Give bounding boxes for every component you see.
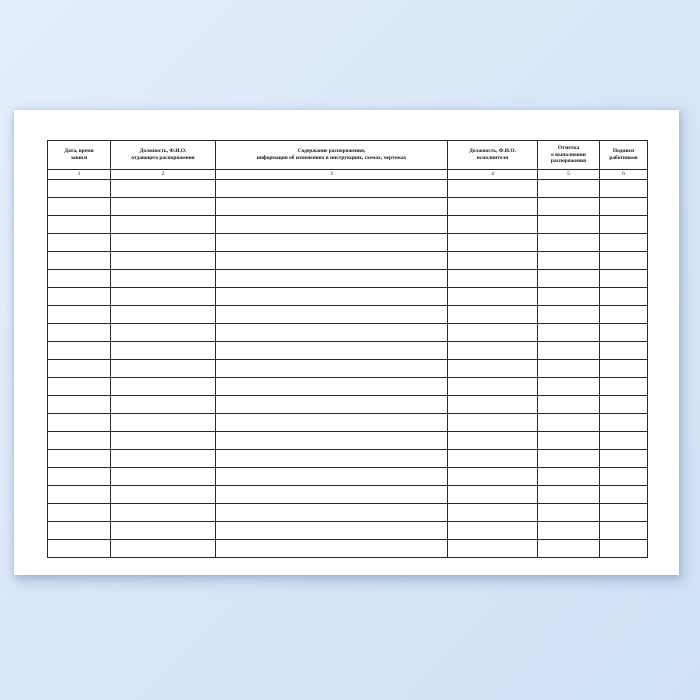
header-row <box>48 141 648 170</box>
table-cell[interactable] <box>448 324 538 342</box>
table-cell[interactable] <box>448 360 538 378</box>
table-cell[interactable] <box>48 522 111 540</box>
table-cell[interactable] <box>216 324 448 342</box>
table-cell[interactable] <box>538 396 600 414</box>
table-cell[interactable] <box>48 378 111 396</box>
table-cell[interactable] <box>216 540 448 558</box>
table-cell[interactable] <box>448 540 538 558</box>
table-cell[interactable] <box>448 198 538 216</box>
table-cell[interactable] <box>600 198 648 216</box>
table-cell[interactable] <box>216 432 448 450</box>
table-cell[interactable] <box>216 360 448 378</box>
table-cell[interactable] <box>538 360 600 378</box>
table-row[interactable] <box>48 288 648 306</box>
header-text: о выполнении <box>551 151 586 158</box>
header-text: исполнителя <box>476 155 509 161</box>
table-cell[interactable] <box>216 306 448 324</box>
table-cell[interactable] <box>600 180 648 198</box>
table-cell[interactable] <box>48 288 111 306</box>
table-cell[interactable] <box>216 270 448 288</box>
table-row[interactable] <box>48 396 648 414</box>
table-row[interactable] <box>48 378 648 396</box>
table-row[interactable] <box>48 468 648 486</box>
table-cell[interactable] <box>448 468 538 486</box>
header-text: Должность, Ф.И.О. <box>139 148 187 155</box>
header-text: информация об изменениях в инструкциях, схемах, чертежах <box>256 155 407 161</box>
table-cell[interactable] <box>538 378 600 396</box>
journal-form <box>47 140 647 558</box>
table-cell[interactable] <box>111 216 216 234</box>
table-row[interactable] <box>48 324 648 342</box>
table-row[interactable] <box>48 360 648 378</box>
table-cell[interactable] <box>538 540 600 558</box>
table-cell[interactable] <box>448 288 538 306</box>
table-row[interactable] <box>48 252 648 270</box>
table-cell[interactable] <box>538 180 600 198</box>
table-row[interactable] <box>48 414 648 432</box>
column-header-issuer <box>111 141 216 170</box>
column-header-date-time <box>48 141 111 170</box>
column-number-row <box>48 170 648 180</box>
table-cell[interactable] <box>600 450 648 468</box>
table-cell[interactable] <box>111 234 216 252</box>
column-number-2: 2 <box>111 170 216 180</box>
table-cell[interactable] <box>600 396 648 414</box>
table-cell[interactable] <box>600 342 648 360</box>
table-cell[interactable] <box>111 396 216 414</box>
table-cell[interactable] <box>448 486 538 504</box>
table-cell[interactable] <box>216 378 448 396</box>
table-row[interactable] <box>48 180 648 198</box>
header-text: Должность, Ф.И.О. <box>469 148 516 155</box>
table-cell[interactable] <box>216 486 448 504</box>
table-body <box>48 180 648 558</box>
table-cell[interactable] <box>600 468 648 486</box>
table-cell[interactable] <box>216 180 448 198</box>
table-cell[interactable] <box>448 432 538 450</box>
table-row[interactable] <box>48 342 648 360</box>
table-cell[interactable] <box>600 360 648 378</box>
table-cell[interactable] <box>111 252 216 270</box>
table-cell[interactable] <box>538 252 600 270</box>
table-cell[interactable] <box>600 234 648 252</box>
table-cell[interactable] <box>111 360 216 378</box>
table-cell[interactable] <box>48 342 111 360</box>
table-cell[interactable] <box>48 234 111 252</box>
table-header <box>48 141 648 180</box>
table-cell[interactable] <box>448 270 538 288</box>
table-cell[interactable] <box>538 504 600 522</box>
table-cell[interactable] <box>48 270 111 288</box>
table-cell[interactable] <box>538 522 600 540</box>
table-cell[interactable] <box>448 378 538 396</box>
column-number-5: 5 <box>538 170 600 180</box>
table-cell[interactable] <box>48 252 111 270</box>
table-cell[interactable] <box>48 540 111 558</box>
table-cell[interactable] <box>111 270 216 288</box>
table-cell[interactable] <box>600 306 648 324</box>
table-cell[interactable] <box>111 504 216 522</box>
table-cell[interactable] <box>600 522 648 540</box>
table-cell[interactable] <box>216 396 448 414</box>
table-row[interactable] <box>48 450 648 468</box>
table-cell[interactable] <box>600 504 648 522</box>
table-cell[interactable] <box>48 360 111 378</box>
header-text: распоряжения <box>550 158 587 165</box>
table-cell[interactable] <box>216 252 448 270</box>
table-cell[interactable] <box>538 486 600 504</box>
table-cell[interactable] <box>48 450 111 468</box>
table-row[interactable] <box>48 198 648 216</box>
table-row[interactable] <box>48 306 648 324</box>
table-cell[interactable] <box>600 216 648 234</box>
header-text: отдающего распоряжения <box>131 155 195 161</box>
header-text: работников <box>609 155 638 161</box>
column-number-4: 4 <box>448 170 538 180</box>
table-cell[interactable] <box>600 288 648 306</box>
table-cell[interactable] <box>216 198 448 216</box>
table-row[interactable] <box>48 270 648 288</box>
table-cell[interactable] <box>48 414 111 432</box>
table-cell[interactable] <box>448 504 538 522</box>
header-text: Дата, время <box>64 148 94 155</box>
table-cell[interactable] <box>538 306 600 324</box>
table-cell[interactable] <box>538 342 600 360</box>
table-cell[interactable] <box>538 414 600 432</box>
table-row[interactable] <box>48 486 648 504</box>
table-cell[interactable] <box>48 324 111 342</box>
table-cell[interactable] <box>538 198 600 216</box>
header-text: Отметка <box>557 144 580 151</box>
table-cell[interactable] <box>111 378 216 396</box>
header-text: Содержание распоряжения, <box>297 148 366 155</box>
table-cell[interactable] <box>48 486 111 504</box>
table-cell[interactable] <box>600 540 648 558</box>
table-cell[interactable] <box>448 450 538 468</box>
table-cell[interactable] <box>448 234 538 252</box>
table-cell[interactable] <box>216 504 448 522</box>
table-row[interactable] <box>48 234 648 252</box>
table-cell[interactable] <box>111 450 216 468</box>
table-cell[interactable] <box>111 468 216 486</box>
table-cell[interactable] <box>600 270 648 288</box>
column-number-6: 6 <box>600 170 648 180</box>
table-cell[interactable] <box>600 252 648 270</box>
table-cell[interactable] <box>448 342 538 360</box>
column-header-signatures <box>600 141 648 170</box>
table-cell[interactable] <box>600 432 648 450</box>
table-cell[interactable] <box>111 522 216 540</box>
table-cell[interactable] <box>600 486 648 504</box>
table-cell[interactable] <box>448 216 538 234</box>
table-cell[interactable] <box>48 216 111 234</box>
table-cell[interactable] <box>111 180 216 198</box>
table-cell[interactable] <box>538 288 600 306</box>
table-cell[interactable] <box>48 504 111 522</box>
table-cell[interactable] <box>111 486 216 504</box>
table-cell[interactable] <box>48 198 111 216</box>
table-row[interactable] <box>48 216 648 234</box>
table-cell[interactable] <box>600 414 648 432</box>
table-cell[interactable] <box>216 216 448 234</box>
table-cell[interactable] <box>216 522 448 540</box>
header-text: Подписи <box>612 148 635 155</box>
table-cell[interactable] <box>216 450 448 468</box>
table-cell[interactable] <box>111 432 216 450</box>
table-cell[interactable] <box>48 180 111 198</box>
table-cell[interactable] <box>216 342 448 360</box>
table-cell[interactable] <box>600 324 648 342</box>
table-row[interactable] <box>48 522 648 540</box>
table-cell[interactable] <box>111 324 216 342</box>
table-cell[interactable] <box>448 180 538 198</box>
table-row[interactable] <box>48 540 648 558</box>
table-cell[interactable] <box>538 432 600 450</box>
table-cell[interactable] <box>48 306 111 324</box>
table-cell[interactable] <box>111 198 216 216</box>
paper-sheet <box>14 110 679 575</box>
table-cell[interactable] <box>111 288 216 306</box>
table-cell[interactable] <box>111 306 216 324</box>
column-header-completion-mark <box>538 141 600 170</box>
header-text: записи <box>70 155 88 161</box>
table-cell[interactable] <box>448 414 538 432</box>
table-cell[interactable] <box>216 414 448 432</box>
table-cell[interactable] <box>538 450 600 468</box>
table-row[interactable] <box>48 432 648 450</box>
table-cell[interactable] <box>600 378 648 396</box>
table-cell[interactable] <box>48 396 111 414</box>
table-cell[interactable] <box>448 396 538 414</box>
table-cell[interactable] <box>111 414 216 432</box>
column-header-executor <box>448 141 538 170</box>
table-row[interactable] <box>48 504 648 522</box>
column-header-content <box>216 141 448 170</box>
table-cell[interactable] <box>111 342 216 360</box>
table-cell[interactable] <box>216 468 448 486</box>
table-cell[interactable] <box>538 234 600 252</box>
table-cell[interactable] <box>48 468 111 486</box>
journal-table <box>47 140 648 558</box>
table-cell[interactable] <box>538 216 600 234</box>
table-cell[interactable] <box>448 252 538 270</box>
table-cell[interactable] <box>448 522 538 540</box>
table-cell[interactable] <box>538 468 600 486</box>
table-cell[interactable] <box>538 270 600 288</box>
table-cell[interactable] <box>448 306 538 324</box>
table-cell[interactable] <box>48 432 111 450</box>
table-cell[interactable] <box>216 234 448 252</box>
column-number-1: 1 <box>48 170 111 180</box>
table-cell[interactable] <box>216 288 448 306</box>
table-cell[interactable] <box>538 324 600 342</box>
column-number-3: 3 <box>216 170 448 180</box>
table-cell[interactable] <box>111 540 216 558</box>
